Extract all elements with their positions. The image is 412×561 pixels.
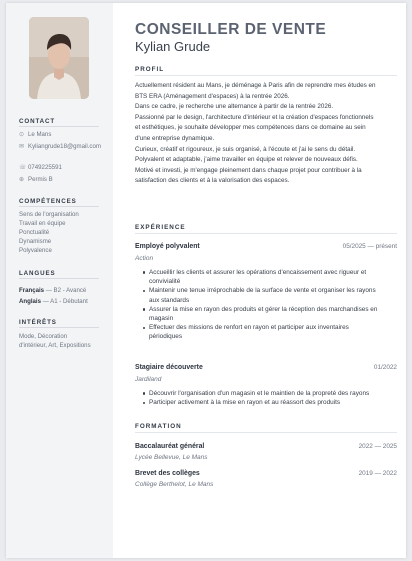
profile-line: Curieux, créatif et rigoureux, je suis organisé, à l'écoute et j'ai le sens du détail.	[135, 145, 356, 153]
contact-license-text: Permis B	[28, 176, 53, 183]
page-title: CONSEILLER DE VENTE	[135, 21, 327, 38]
language-level: — A1 - Débutant	[41, 298, 88, 305]
contact-title: CONTACT	[19, 118, 56, 125]
list-item: Participer activement à la mise en rayon et au réassort des produits	[143, 398, 393, 407]
education-header	[135, 470, 397, 477]
language-item	[19, 287, 86, 294]
language-item	[19, 298, 88, 305]
languages-title: LANGUES	[19, 270, 56, 277]
sidebar	[6, 3, 113, 558]
job-bullets	[143, 389, 393, 407]
job-title: Stagiaire découverte	[135, 364, 203, 371]
contact-location-text: Le Mans	[28, 131, 52, 138]
education-date: 2019 — 2022	[358, 470, 397, 477]
portrait-image	[29, 17, 89, 99]
skills-divider	[19, 206, 99, 207]
skill-item: Polyvalence	[19, 247, 52, 254]
contact-email[interactable]	[19, 143, 109, 151]
profile-line: d'une entreprise dynamique.	[135, 134, 215, 142]
person-name: Kylian Grude	[135, 39, 211, 54]
phone-icon: ☏	[19, 165, 27, 171]
language-name: Français	[19, 287, 45, 294]
language-name: Anglais	[19, 298, 42, 305]
job-title: Employé polyvalent	[135, 243, 200, 250]
education-divider	[135, 432, 397, 433]
contact-location	[19, 131, 109, 139]
education-school: Collège Berthelot, Le Mans	[135, 481, 214, 488]
skill-item: Ponctualité	[19, 229, 50, 236]
profile-line: Motivé et investi, je m'engage pleinement dans chaque projet pour contribuer à la	[135, 166, 362, 174]
profile-text	[135, 81, 397, 187]
profile-title: PROFIL	[135, 66, 165, 73]
job-company: Action	[135, 255, 154, 262]
contact-divider	[19, 126, 99, 127]
main-content	[113, 3, 406, 558]
mail-icon: ✉	[19, 144, 25, 150]
profile-line: Polyvalent et adaptable, j'aime travailler en équipe et relever de nouveaux défis.	[135, 156, 358, 164]
contact-phone-text[interactable]: 0749225591	[28, 164, 62, 171]
education-school: Lycée Bellevue, Le Mans	[135, 454, 208, 461]
resume-page	[6, 3, 406, 558]
profile-line: Actuellement résident au Mans, je déménage à Paris afin de reprendre mes études en	[135, 82, 376, 89]
education-date: 2022 — 2025	[358, 443, 397, 450]
language-level: — B2 - Avancé	[44, 287, 87, 294]
profile-line: Dans ce cadre, je recherche une alternance à partir de la rentrée 2026.	[135, 103, 334, 111]
skill-item: Dynamisme	[19, 238, 52, 245]
skill-item: Travail en équipe	[19, 220, 66, 227]
languages-divider	[19, 278, 99, 279]
skill-item: Sens de l'organisation	[19, 211, 79, 218]
job-bullets	[143, 268, 393, 342]
contact-license	[19, 176, 109, 184]
list-item: Effectuer des missions de renfort en rayon et participer aux inventaires périodiques	[143, 323, 393, 341]
profile-divider	[135, 75, 397, 76]
list-item: Découvrir l'organisation d'un magasin et le maintien de la propreté des rayons	[143, 389, 393, 398]
profile-line: et esthétiques, je souhaite développer mes compétences dans ce domaine au sein	[135, 124, 366, 132]
profile-line: BTS ERA (Aménagement d'espaces) à la rentrée 2026.	[135, 92, 290, 100]
location-pin-icon: ⊙	[19, 132, 25, 138]
profile-line: satisfaction des clients et à la valorisation des espaces.	[135, 177, 290, 185]
education-header	[135, 443, 397, 450]
experience-title: EXPÉRIENCE	[135, 224, 186, 231]
education-title: FORMATION	[135, 423, 182, 430]
interests-divider	[19, 327, 99, 328]
license-icon: ⊕	[19, 177, 25, 183]
job-header	[135, 364, 397, 371]
profile-photo	[29, 17, 89, 99]
interests-title: INTÉRÊTS	[19, 319, 57, 326]
job-date: 01/2022	[373, 364, 397, 371]
job-date: 05/2025 — présent	[342, 243, 397, 250]
experience-divider	[135, 233, 397, 234]
education-degree: Baccalauréat général	[135, 443, 205, 450]
education-degree: Brevet des collèges	[135, 470, 200, 477]
list-item: Maintenir une tenue irréprochable de la surface de vente et organiser les rayons aux standards	[143, 286, 393, 304]
profile-line: Passionné par le design, l'architecture d'intérieur et la création d'espaces fonctionnels	[135, 113, 374, 121]
job-header	[135, 243, 397, 250]
contact-email-text[interactable]: Kyliangrude18@gmail.com	[28, 143, 101, 150]
contact-phone[interactable]	[19, 164, 109, 172]
list-item: Assurer la mise en rayon des produits et gérer la réception des marchandises en magasin	[143, 305, 393, 323]
skills-title: COMPÉTENCES	[19, 198, 77, 205]
job-company: Jardiland	[135, 376, 162, 383]
interests-line: Mode, Décoration	[19, 333, 68, 340]
interests-line: d'intérieur, Art, Expositions	[19, 342, 91, 349]
list-item: Accueillir les clients et assurer les opérations d'encaissement avec rigueur et convivialité	[143, 268, 393, 286]
